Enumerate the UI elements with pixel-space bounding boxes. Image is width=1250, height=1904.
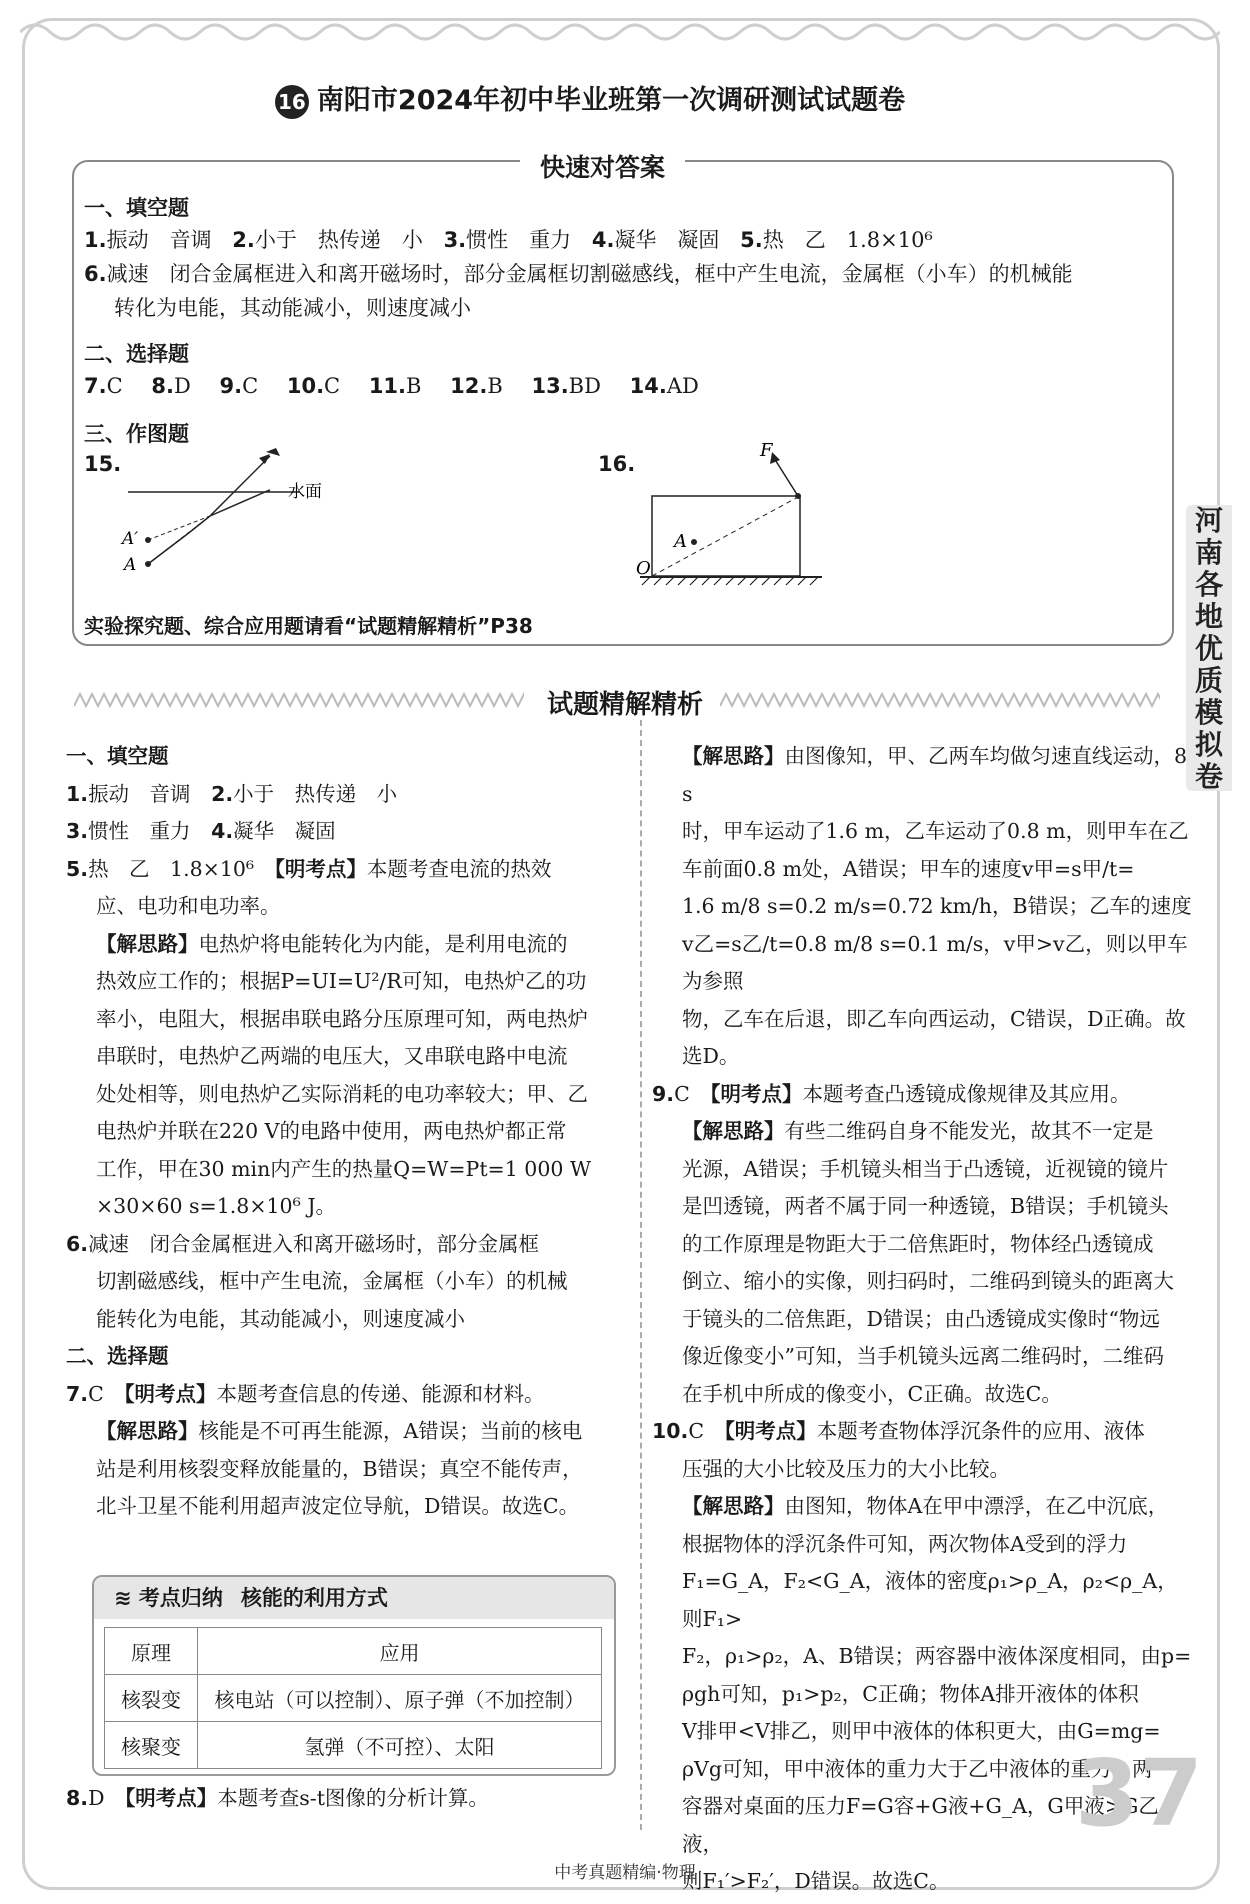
fill-blank-heading: 一、填空题	[84, 196, 189, 220]
answer-line: 电热炉并联在220 V的电路中使用，两电热炉都正常	[96, 1119, 567, 1143]
drawing-15-label: 15.	[84, 452, 122, 476]
section-heading: 二、选择题	[66, 1344, 169, 1368]
multiple-choice-answers: 7.C 8.D 9.C 10.C 11.B 12.B 13.BD 14.AD	[84, 374, 699, 398]
f-label: F	[760, 440, 773, 461]
question-8-line: 8.D 【明考点】本题考查s-t图像的分析计算。	[66, 1786, 489, 1810]
paper-number-badge: 16	[275, 85, 309, 119]
detail-section-title: 试题精解精析	[546, 690, 703, 720]
side-tab-henan: 河 南 各 地 优 质 模 拟 卷	[1186, 505, 1232, 791]
force-diagram	[632, 440, 852, 590]
answer-line: 率小，电阻大，根据串联电路分压原理可知，两电热炉	[96, 1006, 588, 1031]
page-number: 37	[1075, 1740, 1204, 1847]
answer-line: 则F₁′>F₂′，D错误。故选C。	[682, 1869, 950, 1893]
answer-line: 是凹透镜，两者不属于同一种透镜，B错误；手机镜头	[682, 1194, 1169, 1218]
answer-line: v乙=s乙/t=0.8 m/8 s=0.1 m/s，v甲>v乙，则以甲车为参照	[682, 931, 1188, 993]
answer-line: F₂，ρ₁>ρ₂，A、B错误；两容器中液体深度相同，由p=	[682, 1644, 1192, 1668]
answer-line: 1.6 m/8 s=0.2 m/s=0.72 km/h，B错误；乙车的速度	[682, 894, 1192, 918]
column-divider	[640, 720, 642, 1830]
page-title	[0, 78, 1180, 119]
point-a	[691, 539, 697, 545]
answer-line: 能转化为电能，其动能减小，则速度减小	[96, 1306, 465, 1331]
wave-icon: ≋	[114, 1586, 139, 1610]
answer-line: 时，甲车运动了1.6 m，乙车运动了0.8 m，则甲车在乙	[682, 819, 1189, 843]
answer-line: 【解思路】由图知，物体A在甲中漂浮，在乙中沉底，	[682, 1494, 1169, 1518]
answer-line: 在手机中所成的像变小，C正确。故选C。	[682, 1381, 1062, 1406]
quick-answer-row-3: 转化为电能，其动能减小，则速度减小	[114, 296, 471, 320]
multiple-choice-heading: 二、选择题	[84, 342, 189, 366]
answer-line: 6.减速 闭合金属框进入和离开磁场时，部分金属框	[66, 1231, 540, 1256]
a-prime-label: A′	[122, 529, 139, 549]
answer-line: F₁=G_A，F₂<G_A，液体的密度ρ₁>ρ_A，ρ₂<ρ_A，则F₁>	[682, 1569, 1178, 1631]
a-label: A	[674, 531, 687, 552]
knowledge-summary-header: ≋ 考点归纳 核能的利用方式	[94, 1577, 614, 1619]
answer-line: ×30×60 s=1.8×10⁶ J。	[96, 1194, 337, 1218]
point-a	[145, 561, 151, 567]
refracted-ray	[210, 456, 270, 516]
table-cell: 核聚变	[105, 1722, 198, 1769]
detail-right-column	[652, 738, 1192, 1901]
answer-line: 像近像变小”可知，当手机镜头远离二维码时，二维码	[682, 1344, 1164, 1368]
quick-answer-row-1: 1.振动 音调 2.小于 热传递 小 3.惯性 重力 4.凝华 凝固 5.热 乙 1.8×10⁶	[84, 228, 933, 252]
a-label: A	[124, 555, 137, 575]
drawing-heading: 三、作图题	[84, 422, 189, 446]
answer-line: 北斗卫星不能利用超声波定位导航，D错误。故选C。	[96, 1494, 580, 1518]
answer-line: 选D。	[682, 1044, 740, 1068]
quick-answer-title: 快速对答案	[520, 148, 685, 184]
answer-line: 工作，甲在30 min内产生的热量Q=W=Pt=1 000 W	[96, 1156, 592, 1181]
zigzag-decoration-right	[720, 690, 1160, 710]
knowledge-summary-box	[92, 1575, 616, 1776]
answer-line: 热效应工作的；根据P=UI=U²/R可知，电热炉乙的功	[96, 969, 587, 993]
force-arrow	[774, 458, 798, 496]
table-header-cell: 原理	[105, 1628, 198, 1675]
answer-line: 光源，A错误；手机镜头相当于凸透镜，近视镜的镜片	[682, 1156, 1169, 1181]
answer-line: ρgh可知，p₁>p₂，C正确；物体A排开液体的体积	[682, 1681, 1139, 1706]
answer-line: 压强的大小比较及压力的大小比较。	[682, 1456, 1010, 1481]
table-cell: 氢弹（不可控）、太阳	[198, 1722, 602, 1769]
answer-line: 根据物体的浮沉条件可知，两次物体A受到的浮力	[682, 1531, 1128, 1556]
answer-line: 【解思路】有些二维码自身不能发光，故其不一定是	[682, 1119, 1154, 1143]
answer-line: 车前面0.8 m处，A错误；甲车的速度v甲=s甲/t=	[682, 856, 1135, 881]
paper-title-text: 南阳市2024年初中毕业班第一次调研测试试题卷	[316, 85, 906, 116]
answer-line: 3.惯性 重力 4.凝华 凝固	[66, 819, 336, 843]
answer-line: 的工作原理是物距大于二倍焦距时，物体经凸透镜成	[682, 1231, 1154, 1256]
section-heading: 一、填空题	[66, 744, 169, 768]
knowledge-table	[104, 1627, 602, 1769]
quick-answer-row-2: 6.减速 闭合金属框进入和离开磁场时，部分金属框切割磁感线，框中产生电流，金属框（小车）的机械能	[84, 262, 1073, 286]
drawing-16-label: 16.	[598, 452, 636, 476]
detail-left-column	[66, 738, 626, 1526]
o-label: O	[636, 558, 651, 579]
answer-line: 9.C 【明考点】本题考查凸透镜成像规律及其应用。	[652, 1081, 1131, 1106]
answer-line: 5.热 乙 1.8×10⁶ 【明考点】本题考查电流的热效	[66, 856, 552, 881]
answer-line: 应、电功和电功率。	[96, 894, 281, 918]
answer-line: 倒立、缩小的实像，则扫码时，二维码到镜头的距离大	[682, 1269, 1174, 1293]
refraction-diagram	[120, 440, 360, 580]
answer-line: 【解思路】由图像知，甲、乙两车均做匀速直线运动，8 s	[682, 744, 1188, 806]
answer-line: 串联时，电热炉乙两端的电压大，又串联电路中电流	[96, 1044, 568, 1068]
answer-line: 切割磁感线，框中产生电流，金属框（小车）的机械	[96, 1269, 568, 1293]
answer-line: 站是利用核裂变释放能量的，B错误；真空不能传声，	[96, 1456, 583, 1481]
wavy-border-decoration	[20, 14, 1220, 50]
answer-line: 于镜头的二倍焦距，D错误；由凸透镜成实像时“物远	[682, 1306, 1160, 1331]
table-cell: 核电站（可以控制）、原子弹（不加控制）	[198, 1675, 602, 1722]
ground-hatch	[642, 577, 818, 585]
answer-line: 【解思路】核能是不可再生能源，A错误；当前的核电	[96, 1419, 583, 1443]
answer-line: 10.C 【明考点】本题考查物体浮沉条件的应用、液体	[652, 1419, 1145, 1443]
table-header-cell: 应用	[198, 1628, 602, 1675]
answer-line: 7.C 【明考点】本题考查信息的传递、能源和材料。	[66, 1381, 545, 1406]
answer-line: V排甲<V排乙，则甲中液体的体积更大，由G=mg=	[682, 1719, 1161, 1743]
answer-line: 【解思路】电热炉将电能转化为内能，是利用电流的	[96, 931, 568, 956]
answer-line: 处处相等，则电热炉乙实际消耗的电功率较大；甲、乙	[96, 1081, 588, 1106]
page-footer: 中考真题精编·物理	[554, 1863, 696, 1883]
water-label: 水面	[288, 482, 322, 502]
answer-line: ρVg可知，甲中液体的重力大于乙中液体的重力，两	[682, 1756, 1153, 1781]
ray-arrowhead	[259, 454, 270, 464]
answer-line: 物，乙车在后退，即乙车向西运动，C错误，D正确。故	[682, 1006, 1186, 1031]
answer-line: 容器对桌面的压力F=G容+G液+G_A，G甲液>G乙液，	[682, 1794, 1159, 1856]
answer-line: 1.振动 音调 2.小于 热传递 小	[66, 781, 398, 806]
quick-answer-note: 实验探究题、综合应用题请看“试题精解精析”P38	[84, 614, 533, 638]
table-cell: 核裂变	[105, 1675, 198, 1722]
